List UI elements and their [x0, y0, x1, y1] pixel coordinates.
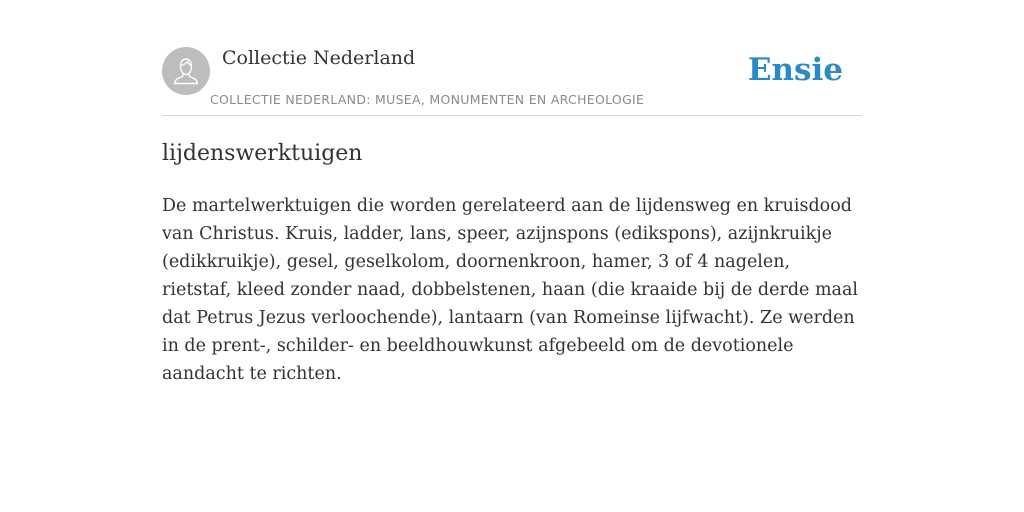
- entry-card: [162, 0, 862, 384]
- collection-link[interactable]: COLLECTIE NEDERLAND: MUSEA, MONUMENTEN EN ARCHEOLOGIE: [210, 92, 645, 107]
- user-silhouette-icon: [162, 47, 210, 95]
- term-definition: De martelwerktuigen die worden gerelateerd aan de lijdensweg en kruisdood van Christus. Kruis, ladder, lans, speer, azijnspons (edikspons), azijnkruikje (edikkruikje), gesel, geselkolom, doornenkroon, hamer, 3 of 4 nagelen, rietstaf, kleed zonder naad, dobbelstenen, haan (die kraaide bij de derde maal dat Petrus Jezus verloochende), lantaarn (van Romeinse lijfwacht). Ze werden in de prent-, schilder- en beeldhouwkunst afgebeeld om de devotionele aandacht te richten.: [162, 196, 859, 384]
- entry-header: [162, 0, 862, 116]
- ensie-logo[interactable]: Ensie: [747, 52, 843, 88]
- term-title: lijdenswerktuigen: [162, 141, 363, 166]
- avatar[interactable]: [162, 47, 210, 95]
- author-name[interactable]: Collectie Nederland: [222, 47, 416, 69]
